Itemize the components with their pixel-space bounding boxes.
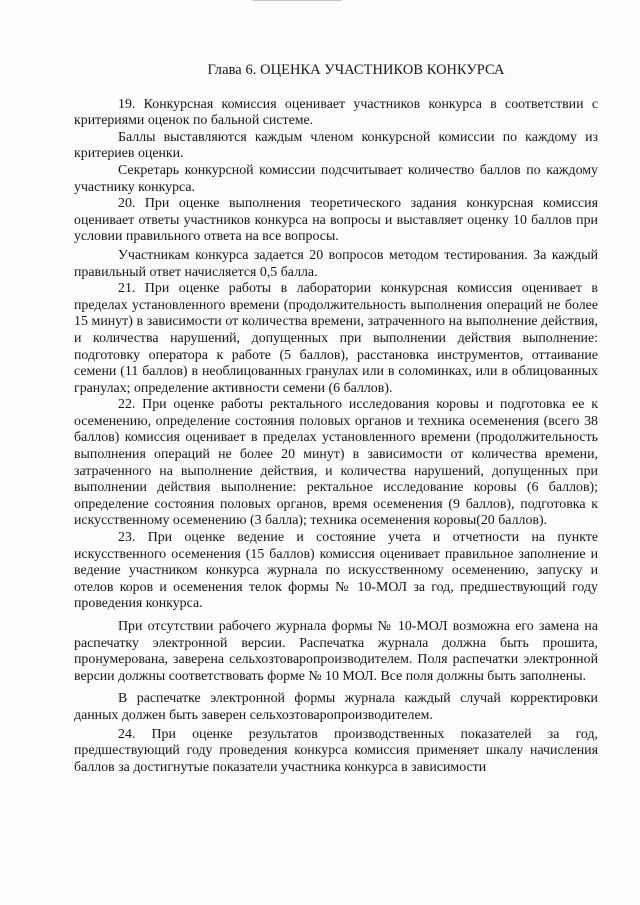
paragraph-secretary: Секретарь конкурсной комиссии подсчитывает количество баллов по каждому участнику конкурса. — [74, 162, 598, 195]
paragraph-22: 22. При оценке работы ректального исследования коровы и подготовка ее к осеменению, определение состояния половых органов и техника осеменения (всего 38 баллов) комиссия оценивает в пределах установленного времени (продолжительность выполнения операций не более 20 минут) в зависимости от количества времени, затраченного на выполнение действия, и количества нарушений, допущенных при выполнении действия выполнение: ректальное исследование коровы (6 баллов); определение состояния половых органов, время осеменения (9 баллов), подготовка к искусственному осеменению (3 балла); техника осеменения коровы(20 баллов). — [74, 397, 598, 529]
paragraph-19: 19. Конкурсная комиссия оценивает участников конкурса в соответствии с критериями оценок по бальной системе. — [74, 96, 598, 129]
paragraph-21: 21. При оценке работы в лаборатории конкурсная комиссия оценивает в пределах установленного времени (продолжительность выполнения операций не более 15 минут) в зависимости от количества времени, затраченного на выполнение действия, и количества нарушений, допущенных при выполнении действия выполнение: подготовку оператора к работе (5 баллов), расстановка инструментов, оттаивание семени (11 баллов) в необлицованных гранулах или в соломинках, или в облицованных гранулах; определение активности семени (6 баллов). — [74, 281, 598, 396]
paragraph-24: 24. При оценке результатов производственных показателей за год, предшествующий году проведения конкурса комиссия применяет шкалу начисления баллов за достигнутые показатели участника конкурса в зависимости — [74, 726, 598, 775]
chapter-title: Глава 6. ОЦЕНКА УЧАСТНИКОВ КОНКУРСА — [207, 62, 505, 78]
paragraph-test-questions: Участникам конкурса задается 20 вопросов методом тестирования. За каждый правильный ответ начисляется 0,5 балла. — [74, 247, 598, 280]
paragraph-journal-replacement: При отсутствии рабочего журнала формы № 10-МОЛ возможна его замена на распечатку электронной версии. Распечатка журнала должна быть прошита, пронумерована, заверена сельхозтоваропроизводителем. Поля распечатки электронной версии должны соответствовать форме № 10 МОЛ. Все поля должны быть заполнены. — [74, 619, 598, 684]
paragraph-corrections: В распечатке электронной формы журнала каждый случай корректировки данных должен быть заверен сельхозтоваропроизводителем. — [74, 691, 598, 723]
scan-edge-mark — [252, 0, 342, 1]
document-body — [74, 62, 598, 776]
paragraph-points: Баллы выставляются каждым членом конкурсной комиссии по каждому из критериев оценки. — [74, 129, 598, 162]
paragraph-23: 23. При оценке ведение и состояние учета и отчетности на пункте искусственного осеменения (15 баллов) комиссия оценивает правильное заполнение и ведение участником конкурса журнала по искусственному осеменению, запуску и отелов коров и осеменения телок формы № 10-МОЛ за год, предшествующий году проведения конкурса. — [74, 530, 598, 612]
paragraph-20: 20. При оценке выполнения теоретического задания конкурсная комиссия оценивает ответы участников конкурса на вопросы и выставляет оценку 10 баллов при условии правильного ответа на все вопросы. — [74, 196, 598, 245]
